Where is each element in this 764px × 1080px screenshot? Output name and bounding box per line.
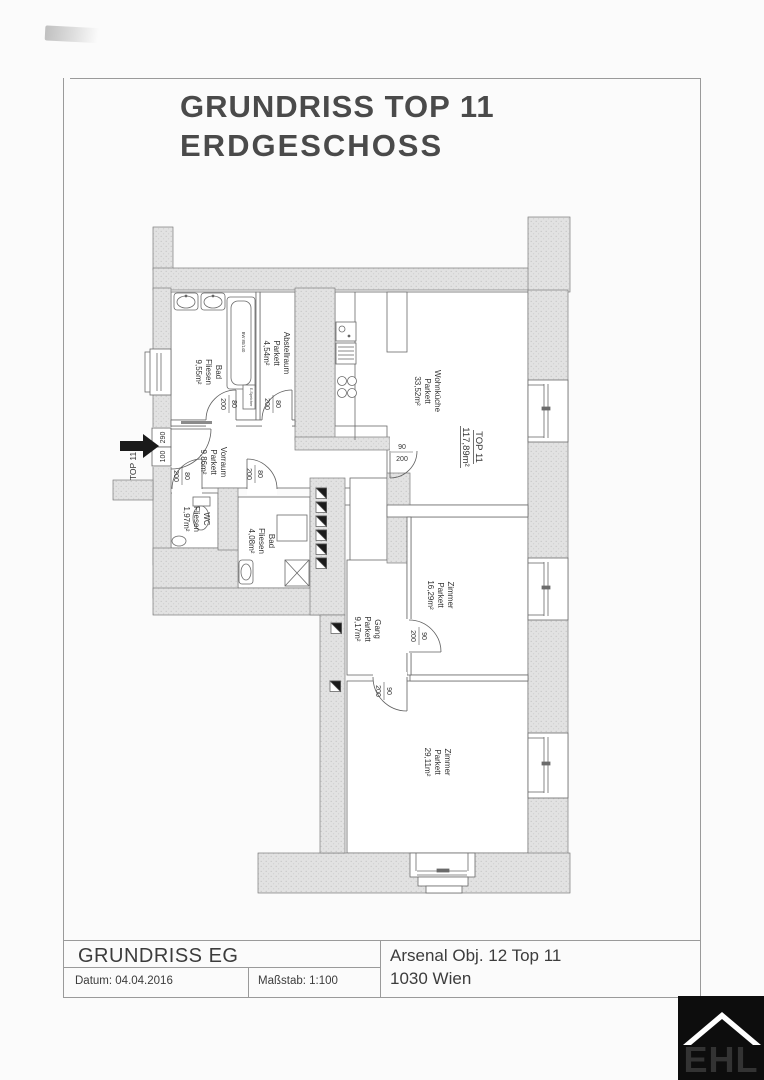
room-area: 9,86m² (199, 449, 208, 475)
titleblock-date (75, 975, 173, 987)
room-name: Zimmer (443, 748, 452, 776)
wall (153, 268, 530, 290)
bathtub-icon (227, 297, 255, 389)
kitchen-grill-icon (336, 343, 356, 364)
scale-label: Maßstab: (258, 975, 306, 987)
chimney-icon (316, 488, 327, 499)
address-line2: 1030 Wien (390, 968, 472, 988)
room-area: 4,08m² (247, 528, 256, 554)
room-floor: Parkett (209, 449, 218, 475)
door-width: 80 (230, 400, 237, 408)
room-name: Vorraum (219, 446, 228, 478)
room-floor: Parkett (363, 616, 372, 642)
room-floor: Parkett (272, 340, 281, 366)
room-floor: Parkett (423, 378, 432, 404)
wall (153, 227, 173, 270)
chimney-icon (316, 516, 327, 527)
bad2-sink-icon (239, 560, 253, 584)
room-area: 9,55m² (194, 359, 203, 385)
top11-title: TOP 11 (473, 431, 484, 463)
chimney-icon (316, 558, 327, 569)
boiler-label: E-Speicher (249, 387, 253, 407)
door-width: 80 (183, 472, 190, 480)
room-floor: Parkett (433, 749, 442, 775)
window-zimmer1 (528, 558, 568, 620)
threshold-mark (181, 421, 212, 424)
door-width: 90 (385, 687, 392, 695)
room-gang-floor-upper (350, 478, 387, 563)
room-floor: Fliesen (257, 528, 266, 554)
door-width: 80 (256, 470, 263, 478)
room-area: 29,11m² (423, 747, 432, 777)
chimney-icon (316, 502, 327, 513)
room-name: Bad (267, 533, 276, 549)
wall (387, 473, 410, 563)
room-name: WC (202, 512, 211, 526)
door-width: 90 (420, 632, 427, 640)
bathtub-label: BW 80/140 (241, 331, 246, 353)
room-area: 33,52m² (413, 376, 422, 406)
window-bad1 (145, 349, 171, 395)
titleblock-scale (258, 975, 338, 987)
wall (153, 588, 327, 615)
label-zimmer1 (426, 580, 455, 610)
door-height: 200 (396, 456, 408, 463)
room-name: Bad (214, 364, 223, 380)
chimney-icon (316, 544, 327, 555)
ehl-logo-text: EHL (683, 1039, 759, 1080)
label-vorraum (199, 447, 228, 478)
shower-tray-icon (277, 515, 307, 541)
drawing-title-line2: ERDGESCHOSS (180, 127, 444, 163)
wall (218, 488, 238, 550)
chimney-icon (330, 681, 341, 692)
room-area: 16,29m² (426, 580, 435, 610)
window-zimmer2 (528, 733, 568, 798)
door-height: 200 (263, 398, 270, 410)
kitchen-sink-icon (336, 322, 356, 341)
scale-value: 1:100 (309, 975, 338, 987)
thin-wall (410, 675, 528, 681)
door-width: 90 (398, 444, 406, 451)
wall (295, 437, 390, 450)
room-name: Gang (373, 619, 382, 639)
date-label: Datum: (75, 975, 113, 987)
room-name: Abstellraum (282, 331, 291, 375)
door-height: 200 (172, 470, 179, 482)
window-wohnkueche (528, 380, 568, 442)
wall (113, 480, 153, 500)
date-value: 04.04.2016 (115, 975, 173, 987)
entrance-top11-label: TOP 11 (128, 451, 138, 481)
entrance-door-width: 100 (159, 450, 167, 463)
room-floor: Fliesen (192, 506, 201, 532)
room-area: 1,97m² (182, 506, 191, 532)
room-name: Wohnküche (433, 369, 442, 413)
ehl-logo (678, 996, 764, 1080)
washbasin-icon (201, 293, 225, 310)
wall (528, 217, 570, 292)
drawing-title-line1: GRUNDRISS TOP 11 (180, 89, 495, 124)
room-area: 9,17m² (353, 616, 362, 642)
label-gang (353, 616, 382, 642)
thin-wall (256, 292, 260, 420)
wall (310, 478, 345, 615)
room-name: Zimmer (446, 581, 455, 609)
thin-wall (387, 505, 528, 517)
washbasin-icon (174, 293, 198, 310)
titleblock-drawing-name: GRUNDRISS EG (78, 945, 239, 967)
room-floor: Fliesen (204, 359, 213, 385)
shower-icon (285, 560, 309, 586)
wall-niche (387, 292, 407, 352)
door-height: 200 (374, 685, 381, 697)
door-height: 200 (245, 468, 252, 480)
door-height: 200 (409, 630, 416, 642)
titleblock-address (390, 945, 561, 991)
chimney-icon (316, 530, 327, 541)
door-height: 200 (219, 398, 226, 410)
chimney-icon (331, 623, 342, 634)
entrance-door-height: 290 (159, 431, 167, 444)
address-line1: Arsenal Obj. 12 Top 11 (390, 946, 562, 965)
room-area: 4,54m² (262, 340, 271, 366)
door-width: 80 (274, 400, 281, 408)
top11-area: 117,89m² (460, 427, 471, 467)
wall (320, 615, 345, 853)
wall (295, 288, 335, 440)
room-floor: Parkett (436, 582, 445, 608)
label-zimmer2 (423, 748, 452, 777)
wc-sink-icon (172, 536, 186, 546)
